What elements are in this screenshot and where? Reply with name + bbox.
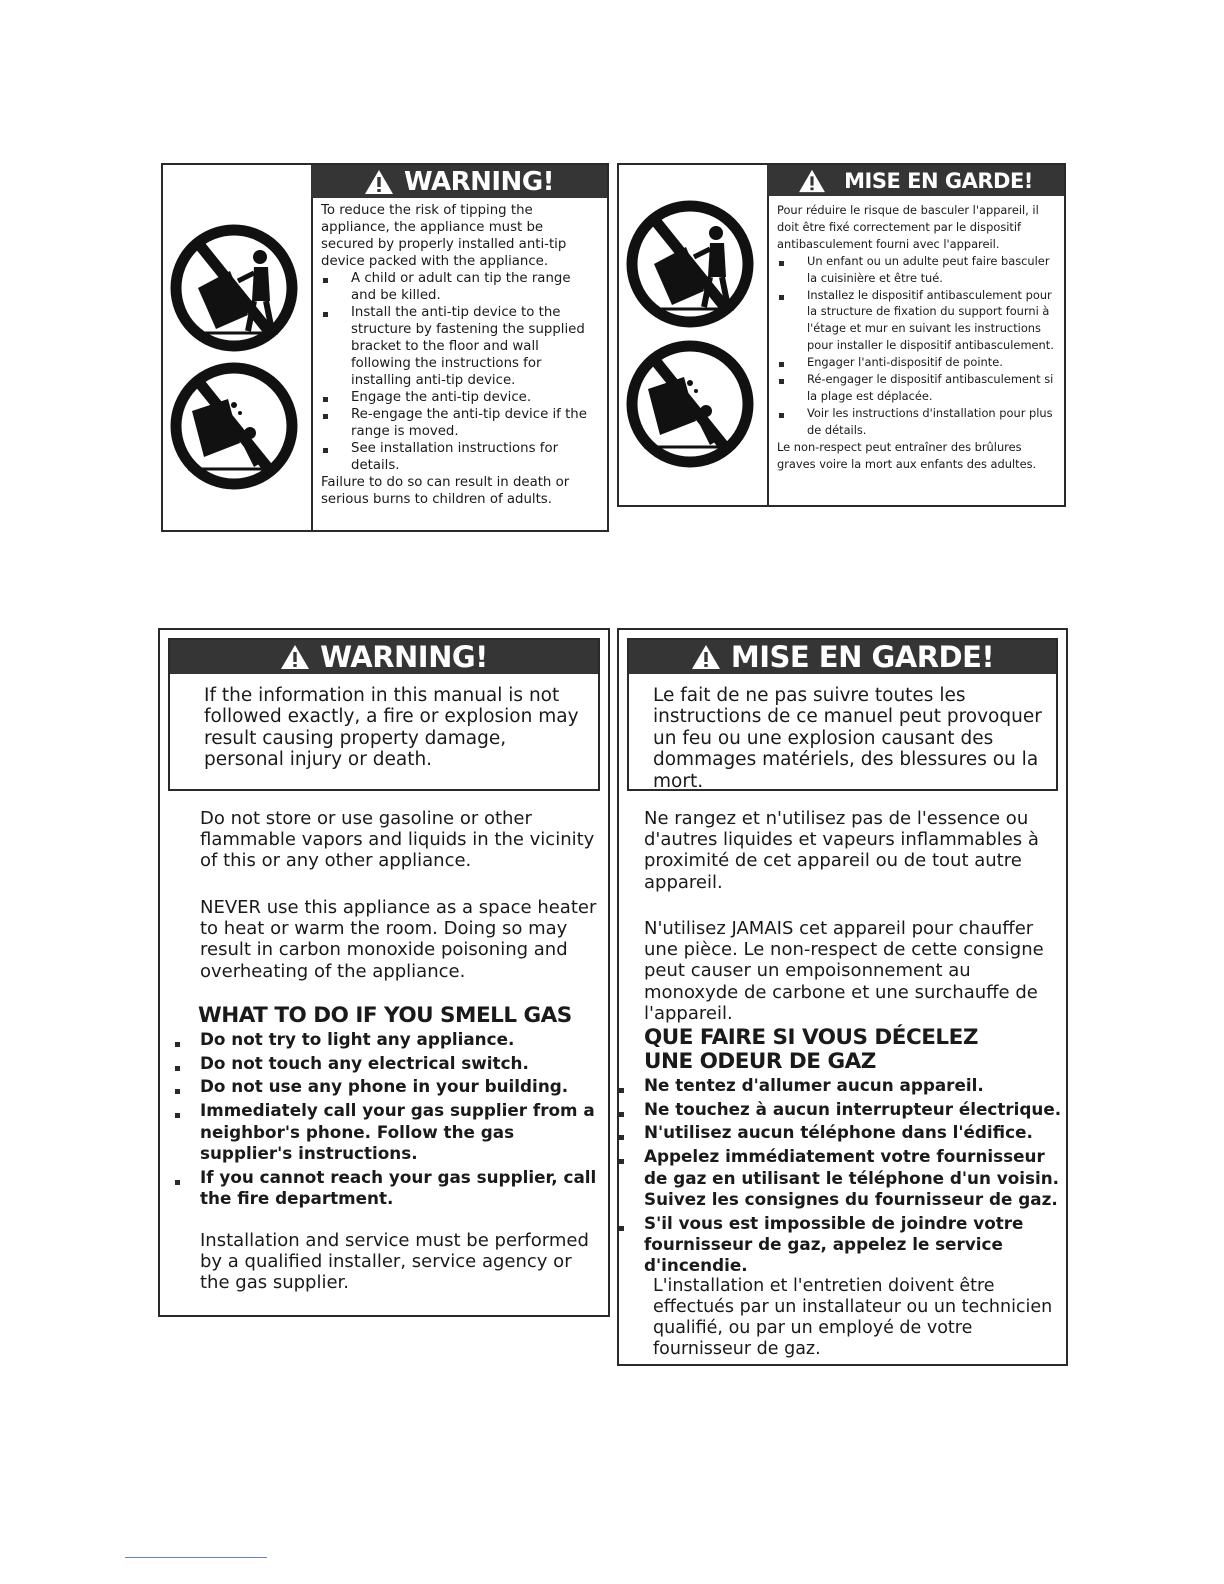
tipping-range-adult-icon [168,223,304,353]
list-item: Un enfant ou un adulte peut faire basculer la cuisinière et être tué. [777,253,1056,287]
tipping-range-adult-icon [624,199,760,329]
warning-title: WARNING! [403,166,555,197]
anti-tip-intro: Pour réduire le risque de basculer l'appareil, il doit être fixé correctement par le dispositif antibasculement fourni avec l'appareil. [777,203,1039,251]
installation-notice: L'installation et l'entretien doivent être effectués par un installateur ou un technicien qualifié, ou par un employé de votre fournisseur de gaz. [653,1276,1053,1359]
warning-callout [627,638,1058,791]
list-item: Appelez immédiatement votre fournisseur de gaz en utilisant le téléphone d'un voisin. Suivez les consignes du fournisseur de gaz. [614,1146,1062,1210]
list-item: Install the anti-tip device to the structure by fastening the supplied bracket to the floor and wall following the instructions for installing anti-tip device. [321,304,599,389]
warning-header [767,165,1064,196]
warning-title: MISE EN GARDE! [730,640,995,674]
list-item: Do not try to light any appliance. [170,1029,604,1050]
warning-header [311,165,607,198]
footer-rule [125,1557,267,1558]
space-heater-notice: N'utilisez JAMAIS cet appareil pour chauffer une pièce. Le non-respect de cette consigne peut causer un empoisonnement au monoxyde de carbone et une surchauffe de l'appareil. [644,918,1044,1024]
warning-lead-text: Le fait de ne pas suivre toutes les instructions de ce manuel peut provoquer un feu ou une explosion causant des dommages matériels, des blessures ou la mort. [653,685,1042,792]
warning-triangle-icon [364,169,394,195]
anti-tip-warning-french [617,163,1066,507]
warning-header [170,640,598,674]
list-item: S'il vous est impossible de joindre votre fournisseur de gaz, appelez le service d'incendie. [614,1213,1062,1277]
anti-tip-intro: To reduce the risk of tipping the appliance, the appliance must be secured by properly installed anti-tip device packed with the appliance. [321,203,567,269]
smell-gas-steps [170,1029,604,1212]
warning-triangle-icon [280,644,310,670]
anti-tip-text-column [767,165,1064,473]
space-heater-notice: NEVER use this appliance as a space heater to heat or warm the room. Doing so may result in carbon monoxide poisoning and overheating of the appliance. [200,897,597,982]
anti-tip-pictograms [619,165,769,505]
warning-triangle-icon [691,644,721,670]
gasoline-storage-notice: Ne rangez et n'utilisez pas de l'essence ou d'autres liquides et vapeurs inflammables à proximité de cet appareil ou de tout autre appareil. [644,808,1039,893]
list-item: Do not touch any electrical switch. [170,1053,604,1074]
list-item: Do not use any phone in your building. [170,1076,604,1097]
warning-triangle-icon [798,169,826,193]
list-item: See installation instructions for details. [321,440,599,474]
anti-tip-body [311,198,607,508]
gasoline-storage-notice: Do not store or use gasoline or other flammable vapors and liquids in the vicinity of this or any other appliance. [200,808,595,872]
list-item: Ré-engager le dispositif antibasculement si la plage est déplacée. [777,371,1056,405]
smell-gas-heading: WHAT TO DO IF YOU SMELL GAS [198,1003,572,1028]
warning-lead-text: If the information in this manual is not followed exactly, a fire or explosion may result causing property damage, personal injury or death. [204,685,579,771]
anti-tip-bullet-list [777,253,1056,439]
anti-tip-footer: Failure to do so can result in death or serious burns to children of adults. [321,475,570,507]
list-item: N'utilisez aucun téléphone dans l'édifice. [614,1122,1062,1143]
smell-gas-heading-line-1: QUE FAIRE SI VOUS DÉCELEZ [644,1025,978,1050]
warning-callout [168,638,600,791]
list-item: Engager l'anti-dispositif de pointe. [777,354,1056,371]
list-item: If you cannot reach your gas supplier, call the fire department. [170,1167,604,1210]
tipping-range-child-icon [168,361,304,491]
list-item: Ne touchez à aucun interrupteur électrique. [614,1099,1062,1120]
smell-gas-heading-line-2: UNE ODEUR DE GAZ [644,1049,876,1074]
list-item: Re-engage the anti-tip device if the range is moved. [321,406,599,440]
anti-tip-bullet-list [321,270,599,474]
anti-tip-text-column [311,165,607,508]
warning-header [629,640,1056,674]
anti-tip-warning-english [161,163,609,532]
list-item: Engage the anti-tip device. [321,389,599,406]
gas-warning-english [158,628,610,1317]
anti-tip-body [767,196,1064,473]
list-item: Voir les instructions d'installation pour plus de détails. [777,405,1056,439]
list-item: A child or adult can tip the range and be killed. [321,270,599,304]
list-item: Installez le dispositif antibasculement pour la structure de fixation du support fourni à l'étage et mur en suivant les instructions pour installer le dispositif antibasculement. [777,287,1056,355]
warning-title: WARNING! [320,640,488,674]
anti-tip-footer: Le non-respect peut entraîner des brûlures graves voire la mort aux enfants des adultes. [777,439,1037,471]
gas-warning-french [617,628,1068,1366]
smell-gas-steps [614,1075,1062,1279]
installation-notice: Installation and service must be performed by a qualified installer, service agency or the gas supplier. [200,1230,589,1294]
list-item: Ne tentez d'allumer aucun appareil. [614,1075,1062,1096]
warning-title: MISE EN GARDE! [844,168,1033,193]
tipping-range-child-icon [624,339,760,469]
list-item: Immediately call your gas supplier from a neighbor's phone. Follow the gas supplier's instructions. [170,1100,604,1164]
smell-gas-heading [644,1026,978,1074]
anti-tip-pictograms [163,165,313,530]
